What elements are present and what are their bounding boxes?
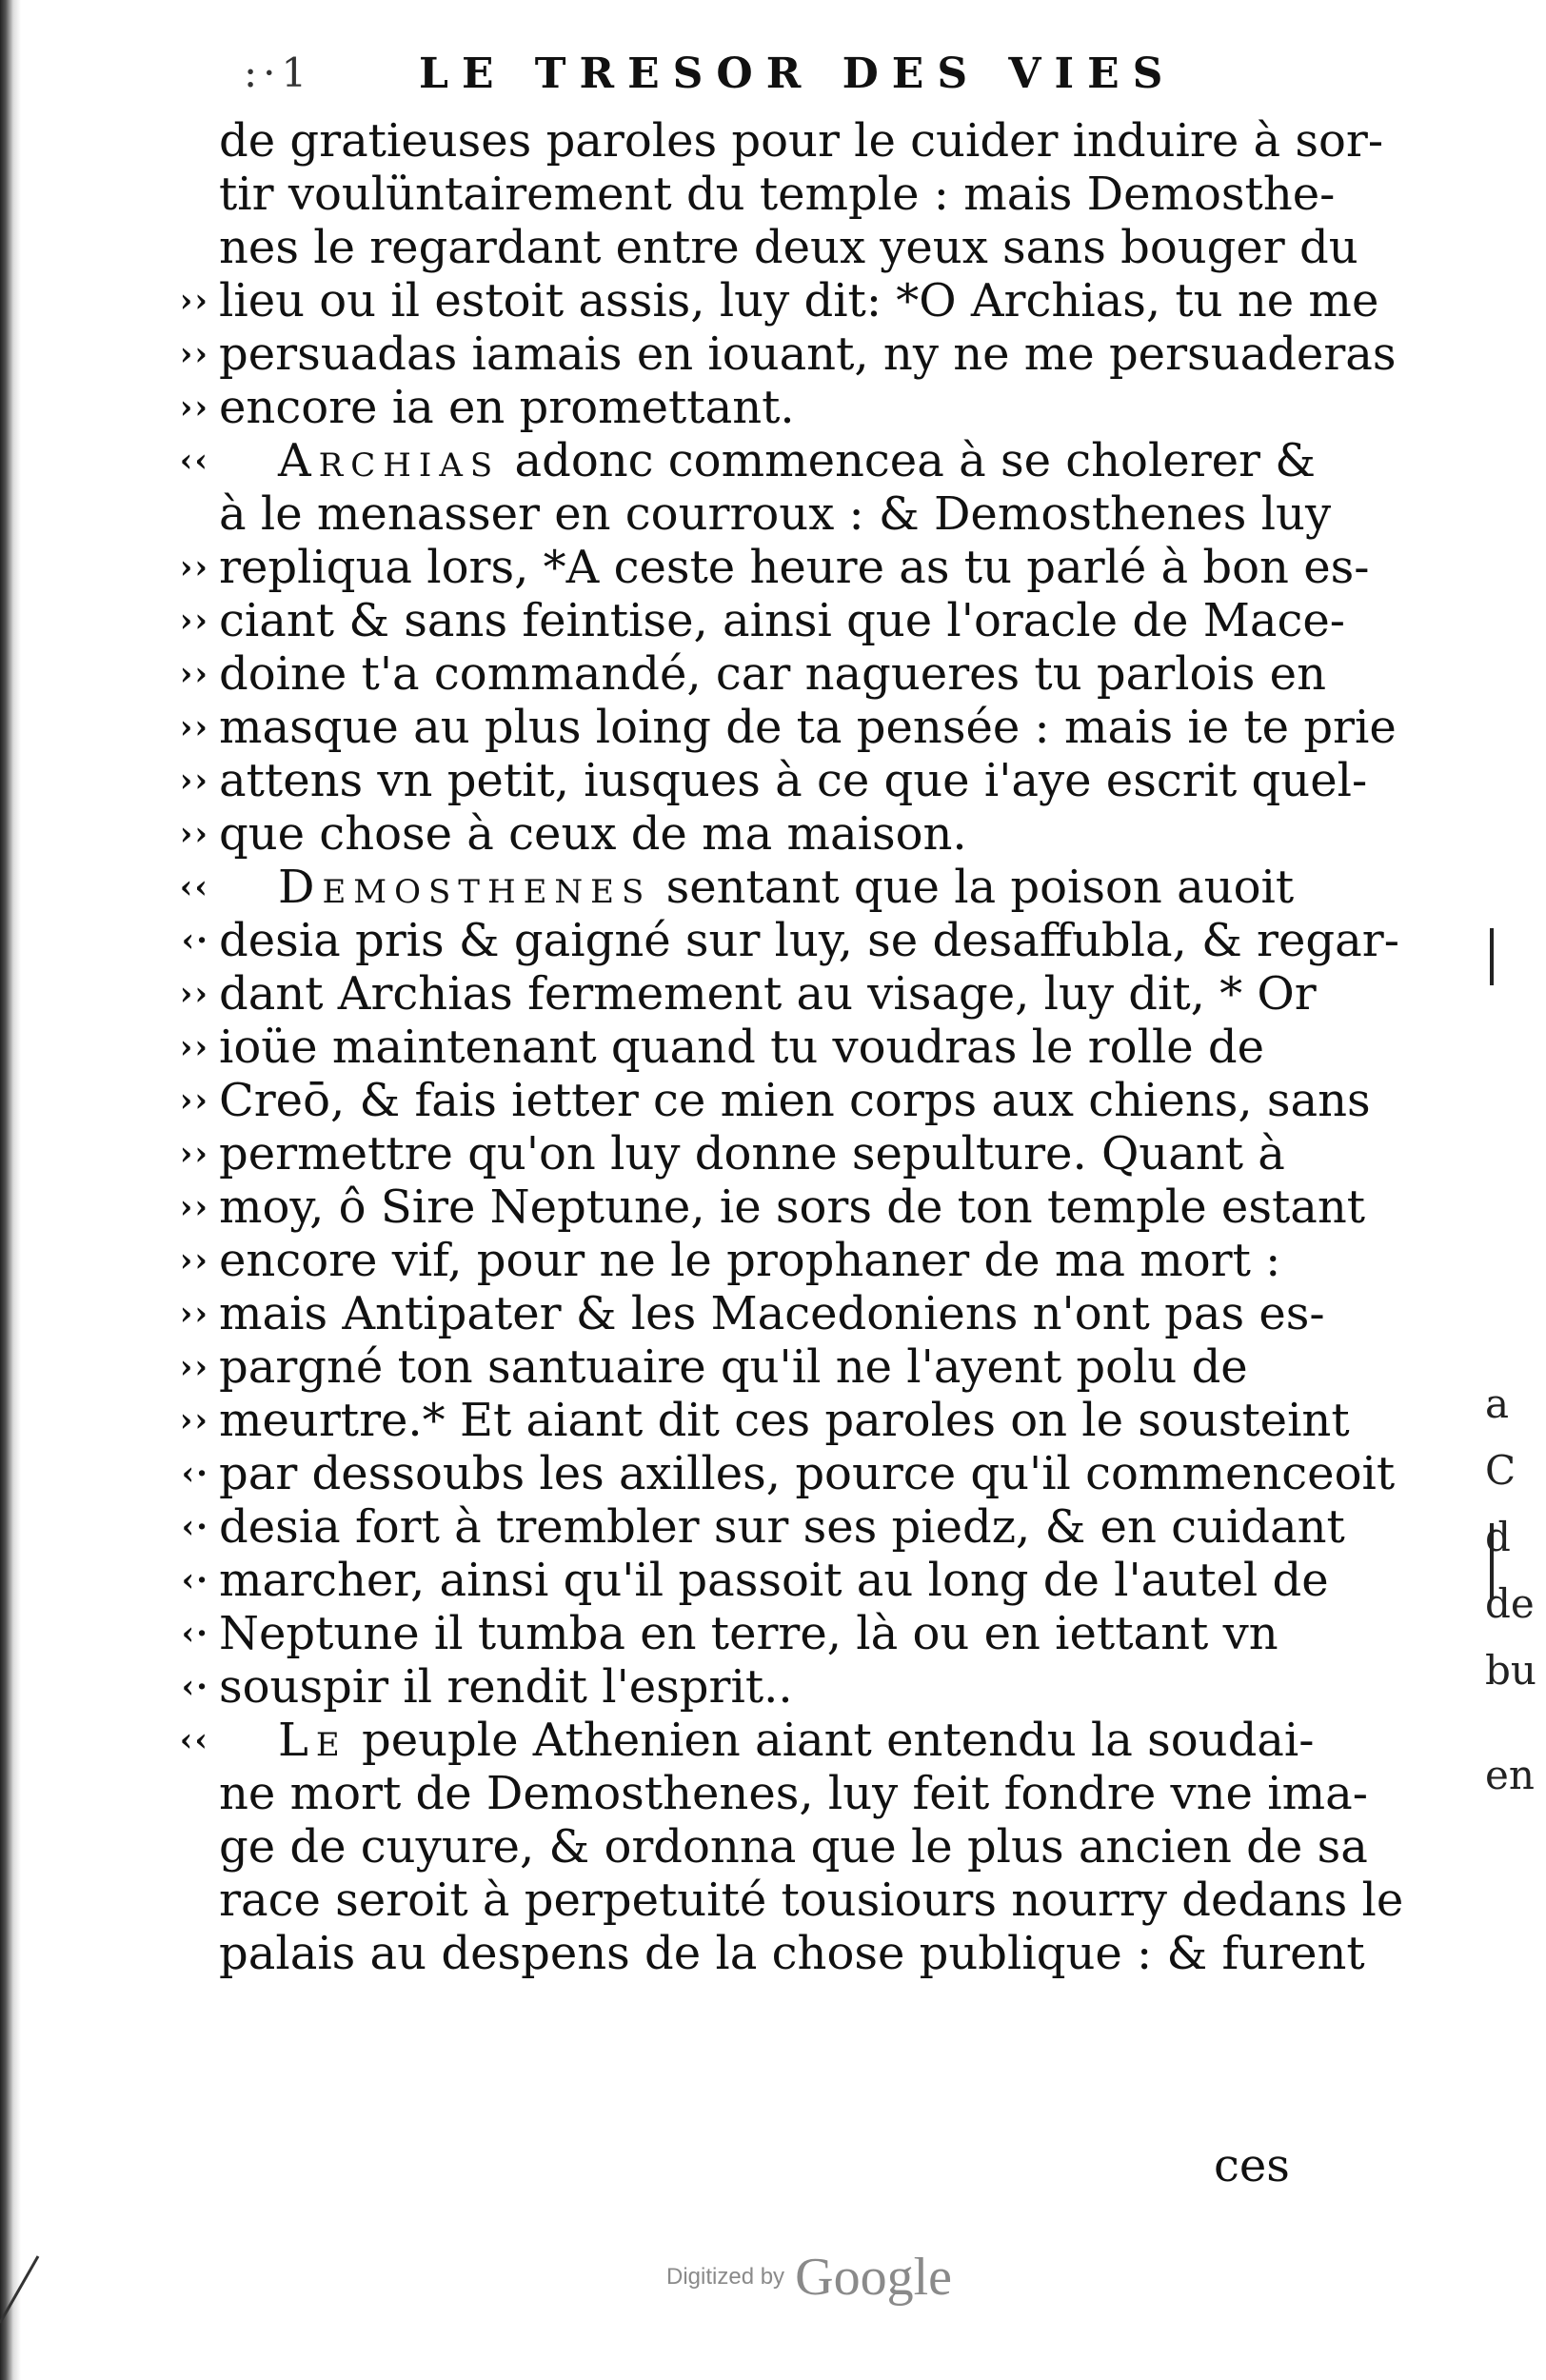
text-line: ›› encore ia en promettant. bbox=[219, 381, 1380, 434]
quote-marker: ›› bbox=[179, 1135, 209, 1173]
quote-marker: ›› bbox=[179, 335, 209, 373]
text-line: ›› persuadas iamais en iouant, ny ne me persuaderas bbox=[219, 327, 1380, 381]
margin-rule bbox=[1490, 928, 1494, 985]
page-marker: :·1 bbox=[244, 50, 313, 96]
quote-marker: ›› bbox=[179, 815, 209, 853]
open-marker: ‹· bbox=[181, 922, 209, 960]
fragment-text: d bbox=[1485, 1514, 1511, 1560]
text-line: ›› doine t'a commandé, car nagueres tu parlois en bbox=[219, 647, 1380, 701]
google-logo: Google bbox=[795, 2248, 953, 2307]
quote-marker: ›› bbox=[179, 1401, 209, 1439]
watermark-prefix: Digitized by bbox=[666, 2264, 785, 2290]
open-marker: ‹· bbox=[181, 1508, 209, 1546]
text-line: ›› ciant & sans feintise, ainsi que l'oracle de Mace- bbox=[219, 594, 1380, 647]
text-line: à le menasser en courroux : & Demosthenes luy bbox=[219, 487, 1332, 541]
text-line: ‹· souspir il rendit l'esprit.. bbox=[219, 1660, 1380, 1714]
text-line: ‹· marcher, ainsi qu'il passoit au long de l'autel de bbox=[219, 1554, 1380, 1607]
open-marker: ‹· bbox=[181, 1455, 209, 1493]
quote-marker: ›› bbox=[179, 975, 209, 1013]
text-line: ‹· par dessoubs les axilles, pource qu'il commenceoit bbox=[219, 1447, 1380, 1500]
text-line: ›› dant Archias fermement au visage, luy dit, * Or bbox=[219, 967, 1380, 1021]
quote-marker: ›› bbox=[179, 1081, 209, 1120]
text-line: ›› repliqua lors, *A ceste heure as tu parlé à bon es- bbox=[219, 541, 1380, 594]
text-line: ‹· desia pris & gaigné sur luy, se desaffubla, & regar- bbox=[219, 914, 1380, 967]
quote-marker: ›› bbox=[179, 708, 209, 746]
text-line: ›› meurtre.* Et aiant dit ces paroles on le sousteint bbox=[219, 1394, 1380, 1447]
paragraph-lead: Le bbox=[278, 1714, 347, 1767]
catchword: ces bbox=[1214, 2139, 1290, 2192]
speaker-name: Demosthenes bbox=[278, 861, 652, 914]
text-line: ›› moy, ô Sire Neptune, ie sors de ton temple estant bbox=[219, 1180, 1380, 1234]
quote-marker: ›› bbox=[179, 1188, 209, 1226]
quote-marker: ›› bbox=[179, 1241, 209, 1279]
fragment-text: de bbox=[1485, 1580, 1535, 1627]
text-line: de gratieuses paroles pour le cuider induire à sor- bbox=[219, 114, 1384, 168]
quote-marker: ›› bbox=[179, 655, 209, 693]
text-line: ›› permettre qu'on luy donne sepulture. Quant à bbox=[219, 1127, 1380, 1180]
text-line: ›› Creō, & fais ietter ce mien corps aux chiens, sans bbox=[219, 1074, 1380, 1127]
open-marker: ‹· bbox=[181, 1561, 209, 1599]
text-line: nes le regardant entre deux yeux sans bouger du bbox=[219, 221, 1358, 274]
text-line: ‹· Neptune il tumba en terre, là ou en iettant vn bbox=[219, 1607, 1380, 1660]
quote-marker: ›› bbox=[179, 388, 209, 426]
quote-marker: ›› bbox=[179, 548, 209, 586]
page-header bbox=[228, 46, 1180, 103]
text-line: palais au despens de la chose publique : & furent bbox=[219, 1927, 1365, 1980]
text-line: ›› encore vif, pour ne le prophaner de ma mort : bbox=[219, 1234, 1380, 1287]
text-line: tir voulüntairement du temple : mais Demosthe- bbox=[219, 168, 1336, 221]
open-marker: ‹‹ bbox=[179, 1721, 209, 1759]
quote-marker: ›› bbox=[179, 762, 209, 800]
text-line: ›› mais Antipater & les Macedoniens n'ont pas es- bbox=[219, 1287, 1380, 1340]
open-marker: ‹· bbox=[181, 1615, 209, 1653]
text-line: race seroit à perpetuité tousiours nourry dedans le bbox=[219, 1874, 1404, 1927]
text-line: ‹‹ Demosthenes sentant que la poison auoit bbox=[219, 861, 1380, 914]
text-line: ›› que chose à ceux de ma maison. bbox=[219, 807, 1380, 861]
quote-marker: ›› bbox=[179, 602, 209, 640]
body-text bbox=[179, 114, 1404, 1980]
adjacent-page-fragments bbox=[1485, 1371, 1546, 1809]
quote-marker: ›› bbox=[179, 1028, 209, 1066]
fragment-text: C bbox=[1485, 1447, 1516, 1494]
text-line: ›› lieu ou il estoit assis, luy dit: *O Archias, tu ne me bbox=[219, 274, 1380, 327]
fragment-text: a bbox=[1485, 1380, 1510, 1427]
open-marker: ‹‹ bbox=[179, 868, 209, 906]
text-line: ‹· desia fort à trembler sur ses piedz, & en cuidant bbox=[219, 1500, 1380, 1554]
digitized-watermark bbox=[666, 2247, 1028, 2308]
quote-marker: ›› bbox=[179, 282, 209, 320]
fragment-text: en bbox=[1485, 1752, 1535, 1798]
text-line: ›› pargné ton santuaire qu'il ne l'ayent polu de bbox=[219, 1340, 1380, 1394]
speaker-name: Archias bbox=[278, 434, 501, 487]
page-gutter-shadow bbox=[0, 0, 21, 2380]
scratch-mark bbox=[0, 2218, 76, 2332]
open-marker: ‹· bbox=[181, 1668, 209, 1706]
text-line: ne mort de Demosthenes, luy feit fondre vne ima- bbox=[219, 1767, 1368, 1820]
quote-marker: ›› bbox=[179, 1348, 209, 1386]
text-line: ‹‹ Archias adonc commencea à se cholerer & bbox=[219, 434, 1380, 487]
text-line: ‹‹ Le peuple Athenien aiant entendu la soudai- bbox=[219, 1714, 1380, 1767]
running-title: LE TRESOR DES VIES bbox=[419, 50, 1177, 98]
quote-marker: ›› bbox=[179, 1295, 209, 1333]
fragment-text: bu bbox=[1485, 1647, 1536, 1694]
text-line: ›› attens vn petit, iusques à ce que i'aye escrit quel- bbox=[219, 754, 1380, 807]
text-line: ›› masque au plus loing de ta pensée : mais ie te prie bbox=[219, 701, 1380, 754]
text-line: ›› ioüe maintenant quand tu voudras le rolle de bbox=[219, 1021, 1380, 1074]
text-line: ge de cuyure, & ordonna que le plus ancien de sa bbox=[219, 1820, 1368, 1874]
open-marker: ‹‹ bbox=[179, 442, 209, 480]
